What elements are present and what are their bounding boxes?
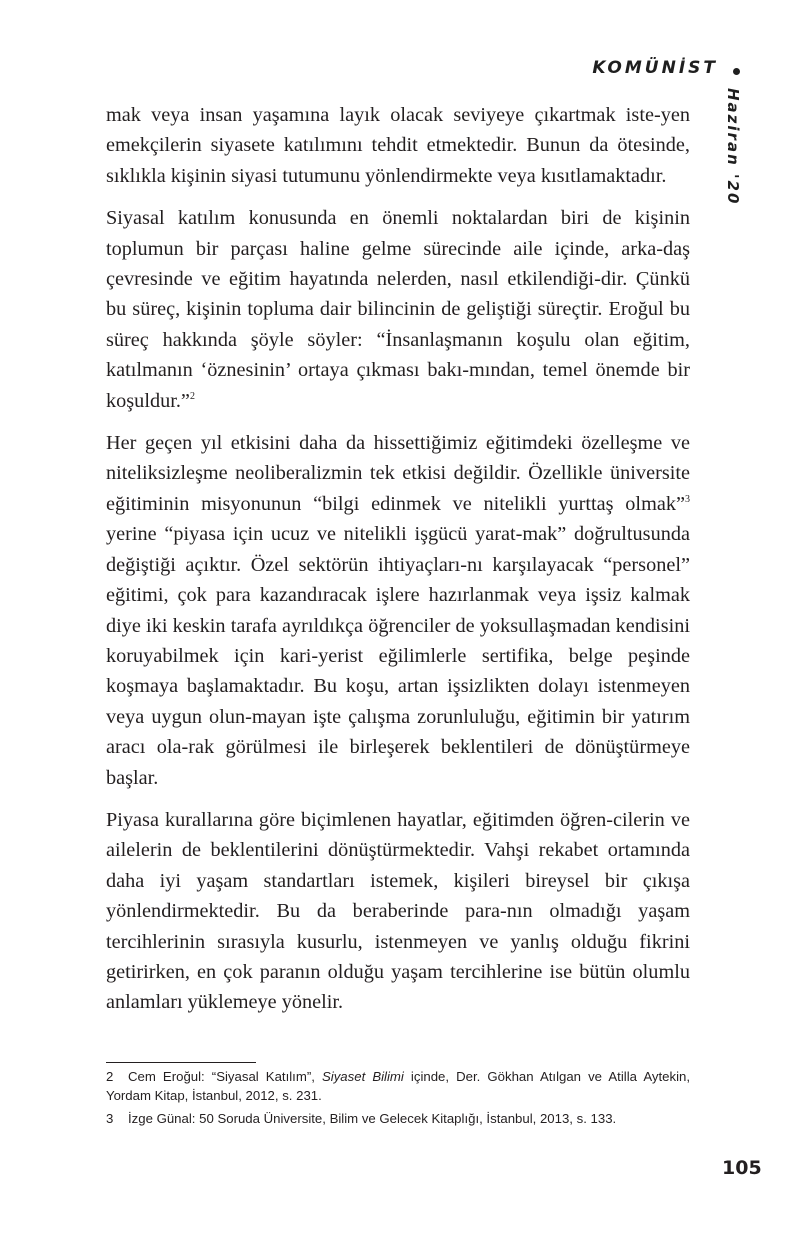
footnote-divider	[106, 1062, 256, 1063]
footnote-ref[interactable]: 2	[189, 390, 195, 402]
issue-date-label: Haziran '20	[724, 88, 742, 206]
paragraph-text: Siyasal katılım konusunda en önemli noktalardan biri de kişinin toplumun bir parçası haline gelme sürecinde aile içinde, arka-daş çevresinde ve eğitim hayatında nelerden, nasıl etkilendiği-dir. Çünkü bu süreç, kişinin topluma dair bilincinin de geliştiği süreçtir. Eroğul bu süreç hakkında şöyle söyler: “İnsanlaşmanın koşulu olan eğitim, katılmanın ‘öznesinin’ ortaya çıkması bakı-mından, temel önemde bir koşuldur.”	[106, 207, 690, 412]
footnote-text: İzge Günal: 50 Soruda Üniversite, Bilim ve Gelecek Kitaplığı, İstanbul, 2013, s. 133.	[128, 1111, 617, 1126]
magazine-title: KOMÜNİST	[592, 58, 718, 78]
bullet-dot	[733, 68, 740, 75]
paragraph-text: Her geçen yıl etkisini daha da hissettiğimiz eğitimdeki özelleşme ve niteliksizleşme neoliberalizmin tek etkisi değildir. Özellikle üniversite eğitiminin misyonunun “bilgi edinmek ve nitelikli yurttaş olmak”	[106, 432, 690, 515]
article-body	[106, 100, 690, 1030]
paragraph	[106, 203, 690, 416]
footnotes	[106, 1067, 690, 1132]
paragraph: mak veya insan yaşamına layık olacak seviyeye çıkartmak iste-yen emekçilerin siyasete katılımını tehdit etmektedir. Bunun da ötesinde, sıklıkla kişinin siyasi tutumunu yönlendirmekte veya kısıtlamaktadır.	[106, 104, 690, 187]
footnote-book-title: Siyaset Bilimi	[321, 1069, 404, 1084]
footnote-item	[106, 1067, 690, 1105]
paragraph	[106, 428, 690, 793]
footnote-ref[interactable]: 3	[685, 493, 690, 505]
footnote-number: 3	[106, 1111, 114, 1126]
footnote-text: içinde, Der. Gökhan Atılgan ve Atilla Aytekin, Yordam Kitap, İstanbul, 2012, s. 231.	[106, 1069, 690, 1103]
paragraph: Piyasa kurallarına göre biçimlenen hayatlar, eğitimden öğren-cilerin ve ailelerin de beklentilerini dönüştürmektedir. Vahşi rekabet ortamında daha iyi yaşam standartları istemek, kişileri bireysel bir çıkışa yönlendirmektedir. Bu da beraberinde para-nın olmadığı yaşam tercihlerinin sırasıyla kusurlu, istenmeyen ve yanlış olduğu fikrini getirirken, en çok paranın olduğu yaşam tercihlerine ise bütün olumlu anlamları yüklemeye yönelir.	[106, 808, 690, 1014]
footnote-item	[106, 1109, 690, 1128]
footnote-number: 2	[106, 1069, 114, 1084]
footnote-text: Cem Eroğul: “Siyasal Katılım”,	[128, 1069, 322, 1084]
paragraph-text: yerine “piyasa için ucuz ve nitelikli işgücü yarat-mak” doğrultusunda değiştiği açıktır. Özel sektörün ihtiyaçları-nı karşılayacak “personel” eğitimi, çok para kazandıracak işlere hazırlanmak veya işsiz kalmak diye iki keskin tarafa ayrıldıkça öğrenciler de yoksullaşmadan kendisini koruyabilmek için kari-yerist eğilimlerle sertifika, belge peşinde koşmaya başlamaktadır. Bu koşu, artan işsizlikten dolayı istenmeyen veya uygun olun-mayan işte çalışma zorunluluğu, eğitimin bir yatırım aracı ola-rak görülmesi ile birleşerek beklentileri de dönüştürmeye başlar.	[106, 523, 690, 789]
page-number: 105	[722, 1157, 762, 1179]
